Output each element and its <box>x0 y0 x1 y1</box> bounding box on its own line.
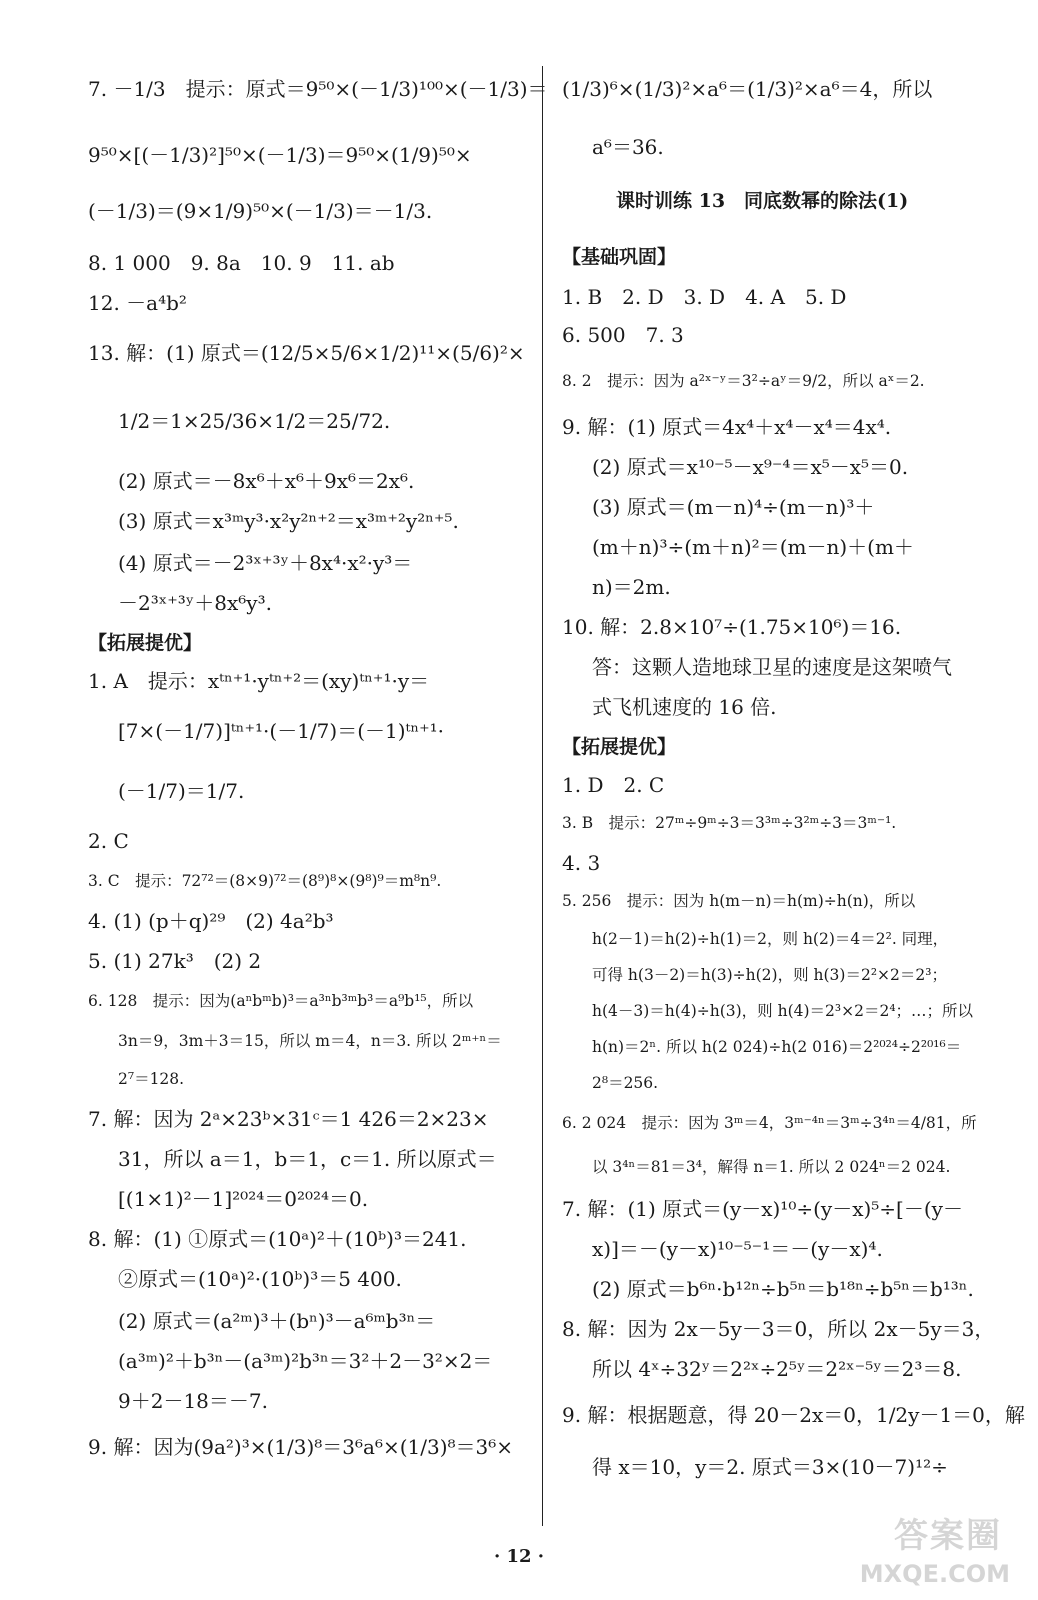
answer-line: 8. 1 000 9. 8a 10. 9 11. ab <box>88 251 395 275</box>
answer-line: (2) 原式＝(a²ᵐ)³＋(bⁿ)³－a⁶ᵐb³ⁿ＝ <box>118 1309 436 1333</box>
answer-line: 12. －a⁴b² <box>88 291 187 315</box>
answer-line: 9⁵⁰×[(－1/3)²]⁵⁰×(－1/3)＝9⁵⁰×(1/9)⁵⁰× <box>88 143 472 167</box>
answer-line: [7×(－1/7)]ᵗⁿ⁺¹·(－1/7)＝(－1)ᵗⁿ⁺¹· <box>118 719 445 743</box>
answer-line: 7. 解：(1) 原式＝(y－x)¹⁰÷(y－x)⁵÷[－(y－ <box>562 1197 963 1221</box>
answer-line: 5. 256 提示：因为 h(m－n)＝h(m)÷h(n)，所以 <box>562 892 916 910</box>
answer-line: 7. －1/3 提示：原式＝9⁵⁰×(－1/3)¹⁰⁰×(－1/3)＝ <box>88 77 548 101</box>
answer-line: ②原式＝(10ᵃ)²·(10ᵇ)³＝5 400. <box>118 1267 402 1291</box>
answer-line: 13. 解：(1) 原式＝(12/5×5/6×1/2)¹¹×(5/6)²× <box>88 341 525 365</box>
answer-line: (2) 原式＝x¹⁰⁻⁵－x⁹⁻⁴＝x⁵－x⁵＝0. <box>592 455 909 479</box>
answer-line: (m＋n)³÷(m＋n)²＝(m－n)＋(m＋ <box>592 535 914 559</box>
answer-line: 3n＝9，3m＋3＝15，所以 m＝4，n＝3. 所以 2ᵐ⁺ⁿ＝ <box>118 1032 502 1050</box>
page-number: · 12 · <box>493 1546 545 1567</box>
answer-line: h(2－1)＝h(2)÷h(1)＝2，则 h(2)＝4＝2². 同理， <box>592 930 949 948</box>
answer-line: a⁶＝36. <box>592 135 664 159</box>
answer-line: 9＋2－18＝－7. <box>118 1389 268 1413</box>
answer-line: h(n)＝2ⁿ. 所以 h(2 024)÷h(2 016)＝2²⁰²⁴÷2²⁰¹⁶＝ <box>592 1038 962 1056</box>
answer-line: (3) 原式＝(m－n)⁴÷(m－n)³＋ <box>592 495 875 519</box>
answer-line: 6. 2 024 提示：因为 3ᵐ＝4，3ᵐ⁻⁴ⁿ＝3ᵐ÷3⁴ⁿ＝4/81，所 <box>562 1114 977 1132</box>
answer-line: (2) 原式＝b⁶ⁿ·b¹²ⁿ÷b⁵ⁿ＝b¹⁸ⁿ÷b⁵ⁿ＝b¹³ⁿ. <box>592 1277 974 1301</box>
answer-line: 8. 解：(1) ①原式＝(10ᵃ)²＋(10ᵇ)³＝241. <box>88 1227 467 1251</box>
answer-line: 2⁸＝256. <box>592 1074 659 1092</box>
answer-line: 4. (1) (p＋q)²⁹ (2) 4a²b³ <box>88 909 334 933</box>
answer-line: 9. 解：(1) 原式＝4x⁴＋x⁴－x⁴＝4x⁴. <box>562 415 892 439</box>
answer-line: 3. B 提示：27ᵐ÷9ᵐ÷3＝3³ᵐ÷3²ᵐ÷3＝3ᵐ⁻¹. <box>562 814 897 832</box>
answer-line: 10. 解：2.8×10⁷÷(1.75×10⁶)＝16. <box>562 615 902 639</box>
answer-line: 6. 128 提示：因为(aⁿbᵐb)³＝a³ⁿb³ᵐb³＝a⁹b¹⁵，所以 <box>88 992 474 1010</box>
answer-line: 7. 解：因为 2ᵃ×23ᵇ×31ᶜ＝1 426＝2×23× <box>88 1107 489 1131</box>
lesson-title: 课时训练 13 同底数幂的除法(1) <box>616 190 909 212</box>
answer-line: 5. (1) 27k³ (2) 2 <box>88 949 262 973</box>
answer-line: (－1/3)＝(9×1/9)⁵⁰×(－1/3)＝－1/3. <box>88 199 433 223</box>
answer-line: 2⁷＝128. <box>118 1070 185 1088</box>
answer-line: 4. 3 <box>562 851 601 875</box>
answer-line: 2. C <box>88 829 129 853</box>
answer-line: 1. A 提示：xᵗⁿ⁺¹·yᵗⁿ⁺²＝(xy)ᵗⁿ⁺¹·y＝ <box>88 669 430 693</box>
answer-line: 可得 h(3－2)＝h(3)÷h(2)，则 h(3)＝2²×2＝2³； <box>592 966 947 984</box>
answer-line: 9. 解：根据题意，得 20－2x＝0，1/2y－1＝0，解 <box>562 1403 1025 1427</box>
answer-line: 1. D 2. C <box>562 773 665 797</box>
section-heading: 【拓展提优】 <box>562 736 677 758</box>
answer-line: h(4－3)＝h(4)÷h(3)，则 h(4)＝2³×2＝2⁴；…；所以 <box>592 1002 974 1020</box>
answer-line: 31，所以 a＝1，b＝1，c＝1. 所以原式＝ <box>118 1147 497 1171</box>
section-heading: 【拓展提优】 <box>88 632 203 654</box>
answer-line: x)]＝－(y－x)¹⁰⁻⁵⁻¹＝－(y－x)⁴. <box>592 1237 883 1261</box>
watermark-top-text: 答案圈 <box>894 1516 1002 1556</box>
answer-line: n)＝2m. <box>592 575 671 599</box>
answer-line: 以 3⁴ⁿ＝81＝3⁴，解得 n＝1. 所以 2 024ⁿ＝2 024. <box>592 1158 951 1176</box>
answer-line: (a³ᵐ)²＋b³ⁿ－(a³ᵐ)²b³ⁿ＝3²＋2－3²×2＝ <box>118 1349 493 1373</box>
watermark-logo <box>859 1508 1010 1588</box>
answer-line: 所以 4ˣ÷32ʸ＝2²ˣ÷2⁵ʸ＝2²ˣ⁻⁵ʸ＝2³＝8. <box>592 1357 962 1381</box>
answer-line: 8. 解：因为 2x－5y－3＝0，所以 2x－5y＝3， <box>562 1317 995 1341</box>
answer-line: －2³ˣ⁺³ʸ＋8x⁶y³. <box>118 591 272 615</box>
watermark-bottom-text: MXQE.COM <box>859 1560 1010 1588</box>
answer-line: (3) 原式＝x³ᵐy³·x²y²ⁿ⁺²＝x³ᵐ⁺²y²ⁿ⁺⁵. <box>118 509 459 533</box>
answer-line: [(1×1)²－1]²⁰²⁴＝0²⁰²⁴＝0. <box>118 1187 369 1211</box>
answer-line: (1/3)⁶×(1/3)²×a⁶＝(1/3)²×a⁶＝4，所以 <box>562 77 933 101</box>
answer-line: 6. 500 7. 3 <box>562 323 684 347</box>
section-heading: 【基础巩固】 <box>562 246 677 268</box>
answer-line: (2) 原式＝－8x⁶＋x⁶＋9x⁶＝2x⁶. <box>118 469 415 493</box>
answer-line: (－1/7)＝1/7. <box>118 779 245 803</box>
column-divider <box>542 66 543 1526</box>
answer-line: 9. 解：因为(9a²)³×(1/3)⁸＝3⁶a⁶×(1/3)⁸＝3⁶× <box>88 1435 514 1459</box>
answer-line: 3. C 提示：72⁷²＝(8×9)⁷²＝(8⁹)⁸×(9⁸)⁹＝m⁸n⁹. <box>88 872 442 890</box>
answer-line: 8. 2 提示：因为 a²ˣ⁻ʸ＝3²÷aʸ＝9/2，所以 aˣ＝2. <box>562 372 925 390</box>
answer-line: 得 x＝10，y＝2. 原式＝3×(10－7)¹²÷ <box>592 1455 948 1479</box>
answer-line: 1. B 2. D 3. D 4. A 5. D <box>562 285 847 309</box>
answer-line: 式飞机速度的 16 倍. <box>592 695 777 719</box>
answer-line: (4) 原式＝－2³ˣ⁺³ʸ＋8x⁴·x²·y³＝ <box>118 551 413 575</box>
answer-line: 1/2＝1×25/36×1/2＝25/72. <box>118 409 391 433</box>
answer-line: 答：这颗人造地球卫星的速度是这架喷气 <box>592 655 952 679</box>
